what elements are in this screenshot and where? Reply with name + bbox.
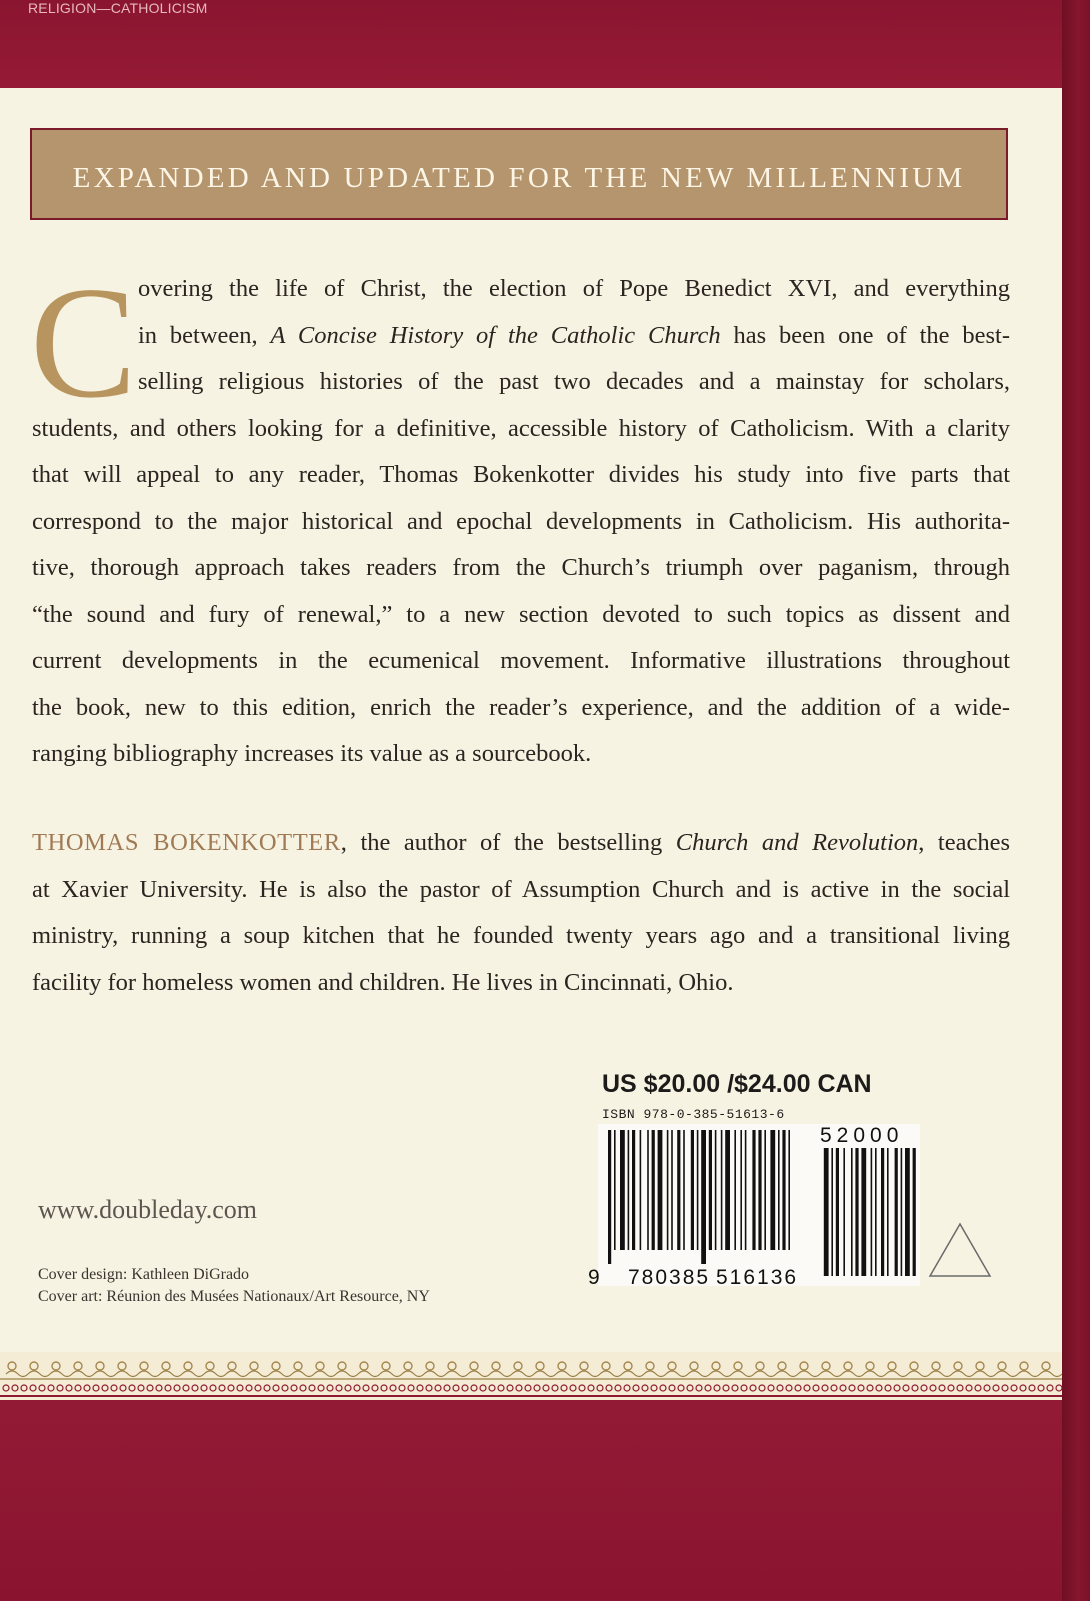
- barcode-bar: [691, 1130, 694, 1250]
- ornament-motif: [710, 1362, 732, 1377]
- ornament-motif: [402, 1362, 424, 1377]
- bottom-band: [0, 1400, 1062, 1601]
- description-line: [32, 499, 1010, 546]
- ornament-motif: [424, 1362, 446, 1377]
- author-name: THOMAS BOKENKOTTER: [32, 829, 341, 856]
- description-text: selling religious histories of the past two decades and a mainstay for scholars,: [138, 368, 1010, 395]
- ornament-motif: [226, 1362, 248, 1377]
- ornament-ring: [3, 1385, 9, 1391]
- banner-text: EXPANDED AND UPDATED FOR THE NEW MILLENNIUM: [72, 162, 966, 194]
- ornament-ring: [795, 1385, 801, 1391]
- description-text: students, and others looking for a definitive, accessible history of Catholicism. With a clarity: [32, 414, 1010, 442]
- ornament-ring: [84, 1385, 90, 1391]
- description-line: [32, 359, 1010, 406]
- ornament-ring: [552, 1385, 558, 1391]
- ornament-ring: [408, 1385, 414, 1391]
- barcode: [588, 1124, 920, 1289]
- ornament-ring: [831, 1385, 837, 1391]
- author-bio-line: ministry, running a soup kitchen that he founded twenty years ago and a transitional living: [32, 922, 1010, 949]
- author-bio: [32, 820, 1010, 1006]
- ornament-ring: [372, 1385, 378, 1391]
- ornament-motif: [820, 1362, 842, 1377]
- ornament-motif: [578, 1362, 600, 1377]
- barcode-bar: [628, 1130, 630, 1250]
- ornament-ring: [426, 1385, 432, 1391]
- ornament-ring: [660, 1385, 666, 1391]
- ornament-motif: [952, 1362, 974, 1377]
- ornament-ring: [480, 1385, 486, 1391]
- ornament-ring: [354, 1385, 360, 1391]
- ornament-ring: [381, 1385, 387, 1391]
- ornament-motif: [490, 1362, 512, 1377]
- author-bio-line: facility for homeless women and children. He lives in Cincinnati, Ohio.: [32, 968, 734, 996]
- ornament-ring: [219, 1385, 225, 1391]
- description-line: [32, 592, 1010, 639]
- ornament-motif: [556, 1362, 578, 1377]
- ornament-ring: [588, 1385, 594, 1391]
- ornament-motif: [72, 1362, 94, 1377]
- ornament-motif: [204, 1362, 226, 1377]
- ornament-motif: [270, 1362, 292, 1377]
- barcode-bar: [701, 1130, 706, 1264]
- ornament-ring: [228, 1385, 234, 1391]
- ornament-ring: [732, 1385, 738, 1391]
- ornament-motif: [512, 1362, 534, 1377]
- ornament-ring: [30, 1385, 36, 1391]
- barcode-addon-bar: [871, 1148, 873, 1276]
- description-line: [32, 685, 1010, 732]
- author-bio-text: , teaches: [918, 829, 1011, 856]
- ornament-ring: [363, 1385, 369, 1391]
- ornament-ring: [327, 1385, 333, 1391]
- ornament-motif: [1040, 1362, 1062, 1377]
- ornament-ring: [345, 1385, 351, 1391]
- ornament-ring: [1056, 1385, 1062, 1391]
- ornament-motif: [6, 1362, 28, 1377]
- barcode-bar: [752, 1130, 755, 1250]
- ornament-ring: [471, 1385, 477, 1391]
- barcode-bar: [778, 1130, 780, 1250]
- barcode-bar: [740, 1130, 742, 1250]
- barcode-addon-bar: [831, 1148, 833, 1276]
- ornament-ring: [1011, 1385, 1017, 1391]
- ornament-motif: [666, 1362, 688, 1377]
- ornament-ring: [921, 1385, 927, 1391]
- ornament-ring: [759, 1385, 765, 1391]
- ornament-ring: [876, 1385, 882, 1391]
- barcode-bar: [608, 1130, 611, 1264]
- ornament-motif: [160, 1362, 182, 1377]
- ornament-motif: [600, 1362, 622, 1377]
- drop-cap: C: [30, 253, 137, 431]
- ornament-ring: [111, 1385, 117, 1391]
- ornament-ring: [687, 1385, 693, 1391]
- cover-art-credit: Cover art: Réunion des Musées Nationaux/Art Resource, NY: [38, 1288, 430, 1305]
- ornament-ring: [975, 1385, 981, 1391]
- isbn-label: ISBN 978-0-385-51613-6: [602, 1107, 785, 1122]
- ornament-motif: [292, 1362, 314, 1377]
- category-label: RELIGION—CATHOLICISM: [28, 0, 208, 16]
- ornament-ring: [957, 1385, 963, 1391]
- description-line: [32, 313, 1010, 360]
- ornament-ring: [930, 1385, 936, 1391]
- cover-design-credit: Cover design: Kathleen DiGrado: [38, 1266, 250, 1283]
- ornament-ring: [777, 1385, 783, 1391]
- barcode-addon-bar: [855, 1148, 858, 1276]
- ornament-ring: [21, 1385, 27, 1391]
- ornament-ring: [579, 1385, 585, 1391]
- spine-edge: [1062, 0, 1090, 1601]
- barcode-bar: [652, 1130, 655, 1250]
- barcode-addon-bar: [824, 1148, 829, 1276]
- barcode-bar: [709, 1130, 712, 1250]
- ornament-ring: [399, 1385, 405, 1391]
- ornament-ring: [678, 1385, 684, 1391]
- ornament-motif: [314, 1362, 336, 1377]
- ornament-ring: [93, 1385, 99, 1391]
- barcode-digits: 780385: [628, 1266, 711, 1289]
- ornament-motif: [974, 1362, 996, 1377]
- ornament-ring: [309, 1385, 315, 1391]
- barcode-bar: [640, 1130, 642, 1250]
- ornament-ring: [57, 1385, 63, 1391]
- ornament-ring: [849, 1385, 855, 1391]
- description-line: [32, 638, 1010, 685]
- ornament-ring: [696, 1385, 702, 1391]
- ornament-ring: [507, 1385, 513, 1391]
- ornament-ring: [165, 1385, 171, 1391]
- barcode-digits: 516136: [716, 1266, 799, 1289]
- ornament-ring: [336, 1385, 342, 1391]
- barcode-addon-bar: [905, 1148, 910, 1276]
- ornament-ring: [435, 1385, 441, 1391]
- ornament-motif: [50, 1362, 72, 1377]
- ornament-motif: [380, 1362, 402, 1377]
- ornament-ring: [129, 1385, 135, 1391]
- description-line: [32, 406, 1010, 453]
- ornamental-border: [0, 1352, 1062, 1400]
- ornament-motif: [754, 1362, 776, 1377]
- ornament-ring: [993, 1385, 999, 1391]
- barcode-bar: [715, 1130, 717, 1250]
- barcode-bar: [671, 1130, 673, 1250]
- ornament-motif: [842, 1362, 864, 1377]
- ornament-motif: [930, 1362, 952, 1377]
- barcode-bar: [770, 1130, 775, 1250]
- ornament-ring: [417, 1385, 423, 1391]
- ornament-ring: [714, 1385, 720, 1391]
- description-text: ranging bibliography increases its value as a sourcebook.: [32, 740, 592, 767]
- author-bio-line: at Xavier University. He is also the pastor of Assumption Church and is active in the social: [32, 875, 1010, 903]
- ornament-ring: [705, 1385, 711, 1391]
- barcode-bar: [725, 1130, 730, 1250]
- description-text: current developments in the ecumenical movement. Informative illustrations throughout: [32, 647, 1010, 674]
- ornament-ring: [1002, 1385, 1008, 1391]
- ornament-ring: [453, 1385, 459, 1391]
- ornament-ring: [210, 1385, 216, 1391]
- ornament-ring: [102, 1385, 108, 1391]
- ornament-ring: [804, 1385, 810, 1391]
- ornament-ring: [939, 1385, 945, 1391]
- ornament-ring: [750, 1385, 756, 1391]
- ornament-ring: [894, 1385, 900, 1391]
- ornament-ring: [597, 1385, 603, 1391]
- banner: [30, 128, 1008, 220]
- ornament-ring: [966, 1385, 972, 1391]
- ornament-ring: [1029, 1385, 1035, 1391]
- ornament-ring: [246, 1385, 252, 1391]
- ornament-ring: [39, 1385, 45, 1391]
- ornament-ring: [633, 1385, 639, 1391]
- ornament-ring: [534, 1385, 540, 1391]
- description-line: [32, 452, 1010, 499]
- ornament-ring: [390, 1385, 396, 1391]
- ornament-ring: [786, 1385, 792, 1391]
- barcode-bar: [614, 1130, 616, 1250]
- ornament-ring: [723, 1385, 729, 1391]
- barcode-addon-bar: [887, 1148, 889, 1276]
- ornament-ring: [264, 1385, 270, 1391]
- ornament-ring: [651, 1385, 657, 1391]
- ornament-ring: [75, 1385, 81, 1391]
- description-paragraph: [32, 266, 1010, 778]
- ornament-ring: [858, 1385, 864, 1391]
- ornament-ring: [291, 1385, 297, 1391]
- description-text: tive, thorough approach takes readers from the Church’s triumph over paganism, through: [32, 554, 1010, 581]
- barcode-addon-bar: [836, 1148, 839, 1276]
- ornament-ring: [48, 1385, 54, 1391]
- barcode-addon-bar: [895, 1148, 898, 1276]
- ornament-ring: [1047, 1385, 1053, 1391]
- description-text: “the sound and fury of renewal,” to a new section devoted to such topics as dissent and: [32, 600, 1010, 628]
- author-bio-text: , the author of the bestselling: [340, 829, 676, 856]
- barcode-bar: [683, 1130, 685, 1250]
- ornament-ring: [147, 1385, 153, 1391]
- barcode-addon-bar: [875, 1148, 877, 1276]
- ornament-motif: [732, 1362, 754, 1377]
- barcode-digits: 9: [588, 1266, 602, 1289]
- ornament-ring: [606, 1385, 612, 1391]
- ornament-ring: [885, 1385, 891, 1391]
- book-title: Church and Revolution: [675, 829, 919, 856]
- barcode-bar: [788, 1130, 790, 1250]
- description-line: [32, 266, 1010, 313]
- ornament-ring: [768, 1385, 774, 1391]
- ornament-ring: [255, 1385, 261, 1391]
- ornament-motif: [28, 1362, 50, 1377]
- ornament-ring: [741, 1385, 747, 1391]
- ornament-ring: [1038, 1385, 1044, 1391]
- ornament-ring: [840, 1385, 846, 1391]
- ornament-ring: [318, 1385, 324, 1391]
- ornament-ring: [1020, 1385, 1026, 1391]
- ornament-ring: [525, 1385, 531, 1391]
- description-text: in between,: [138, 321, 271, 349]
- ornament-ring: [273, 1385, 279, 1391]
- description-text: has been one of the best-: [720, 321, 1011, 349]
- ornament-ring: [570, 1385, 576, 1391]
- barcode-bar: [734, 1130, 736, 1250]
- ornament-ring: [66, 1385, 72, 1391]
- ornament-motif: [138, 1362, 160, 1377]
- ornament-ring: [462, 1385, 468, 1391]
- barcode-addon-digits: 52000: [820, 1124, 904, 1147]
- ornament-ring: [867, 1385, 873, 1391]
- ornament-motif: [358, 1362, 380, 1377]
- ornament-motif: [644, 1362, 666, 1377]
- ornament-motif: [776, 1362, 798, 1377]
- barcode-addon-bar: [913, 1148, 916, 1276]
- website-link[interactable]: www.doubleday.com: [38, 1195, 258, 1224]
- ornament-ring: [813, 1385, 819, 1391]
- barcode-addon-bar: [901, 1148, 903, 1276]
- ornament-ring: [912, 1385, 918, 1391]
- ornament-motif: [886, 1362, 908, 1377]
- top-band: [0, 0, 1090, 88]
- barcode-bar: [667, 1130, 669, 1250]
- ornament-ring: [516, 1385, 522, 1391]
- ornament-motif: [798, 1362, 820, 1377]
- barcode-bar: [697, 1130, 699, 1250]
- ornament-ring: [822, 1385, 828, 1391]
- ornament-ring: [300, 1385, 306, 1391]
- ornament-motif: [996, 1362, 1018, 1377]
- price-label: US $20.00 /$24.00 CAN: [602, 1070, 872, 1098]
- ornament-motif: [688, 1362, 710, 1377]
- ornament-ring: [984, 1385, 990, 1391]
- ornament-ring: [156, 1385, 162, 1391]
- ornament-ring: [444, 1385, 450, 1391]
- ornament-ring: [561, 1385, 567, 1391]
- ornament-ring: [903, 1385, 909, 1391]
- barcode-bar: [764, 1130, 766, 1250]
- ornament-ring: [642, 1385, 648, 1391]
- ornament-motif: [1018, 1362, 1040, 1377]
- description-text: that will appeal to any reader, Thomas Bokenkotter divides his study into five parts that: [32, 461, 1010, 488]
- book-title: A Concise History of the Catholic Church: [270, 321, 721, 349]
- ornament-ring: [12, 1385, 18, 1391]
- barcode-bar: [647, 1130, 649, 1250]
- ornament-ring: [543, 1385, 549, 1391]
- ornament-ring: [624, 1385, 630, 1391]
- description-line: [32, 545, 1010, 592]
- barcode-bar: [632, 1130, 635, 1250]
- barcode-addon-bar: [861, 1148, 866, 1276]
- description-text: the book, new to this edition, enrich the reader’s experience, and the addition of a wide-: [32, 693, 1010, 721]
- ornament-ring: [174, 1385, 180, 1391]
- triangle-icon: [928, 1222, 992, 1278]
- ornament-ring: [948, 1385, 954, 1391]
- ornament-ring: [615, 1385, 621, 1391]
- author-bio-line: [32, 820, 1010, 867]
- ornament-ring: [498, 1385, 504, 1391]
- ornament-ring: [138, 1385, 144, 1391]
- description-line: [32, 731, 1010, 778]
- description-text: overing the life of Christ, the election of Pope Benedict XVI, and everything: [138, 275, 1010, 302]
- ornament-motif: [534, 1362, 556, 1377]
- ornament-motif: [908, 1362, 930, 1377]
- barcode-bar: [721, 1130, 723, 1250]
- ornament-motif: [622, 1362, 644, 1377]
- ornament-motif: [864, 1362, 886, 1377]
- ornament-ring: [183, 1385, 189, 1391]
- ornament-ring: [237, 1385, 243, 1391]
- ornament-motif: [94, 1362, 116, 1377]
- barcode-bar: [658, 1130, 663, 1250]
- barcode-addon-bar: [843, 1148, 845, 1276]
- barcode-bar: [677, 1130, 680, 1250]
- barcode-bar: [758, 1130, 761, 1250]
- ornament-motif: [446, 1362, 468, 1377]
- ornament-motif: [116, 1362, 138, 1377]
- ornament-motif: [182, 1362, 204, 1377]
- barcode-addon-bar: [881, 1148, 884, 1276]
- ornament-ring: [282, 1385, 288, 1391]
- ornament-motif: [336, 1362, 358, 1377]
- description-text: correspond to the major historical and epochal developments in Catholicism. His authorita-: [32, 507, 1010, 535]
- ornament-motif: [248, 1362, 270, 1377]
- ornament-motif: [468, 1362, 490, 1377]
- ornament-ring: [192, 1385, 198, 1391]
- barcode-bar: [620, 1130, 625, 1250]
- ornament-ring: [120, 1385, 126, 1391]
- ornament-ring: [669, 1385, 675, 1391]
- barcode-bar: [745, 1130, 747, 1250]
- barcode-bar: [782, 1130, 785, 1250]
- barcode-addon-bar: [851, 1148, 853, 1276]
- ornament-ring: [489, 1385, 495, 1391]
- ornament-ring: [201, 1385, 207, 1391]
